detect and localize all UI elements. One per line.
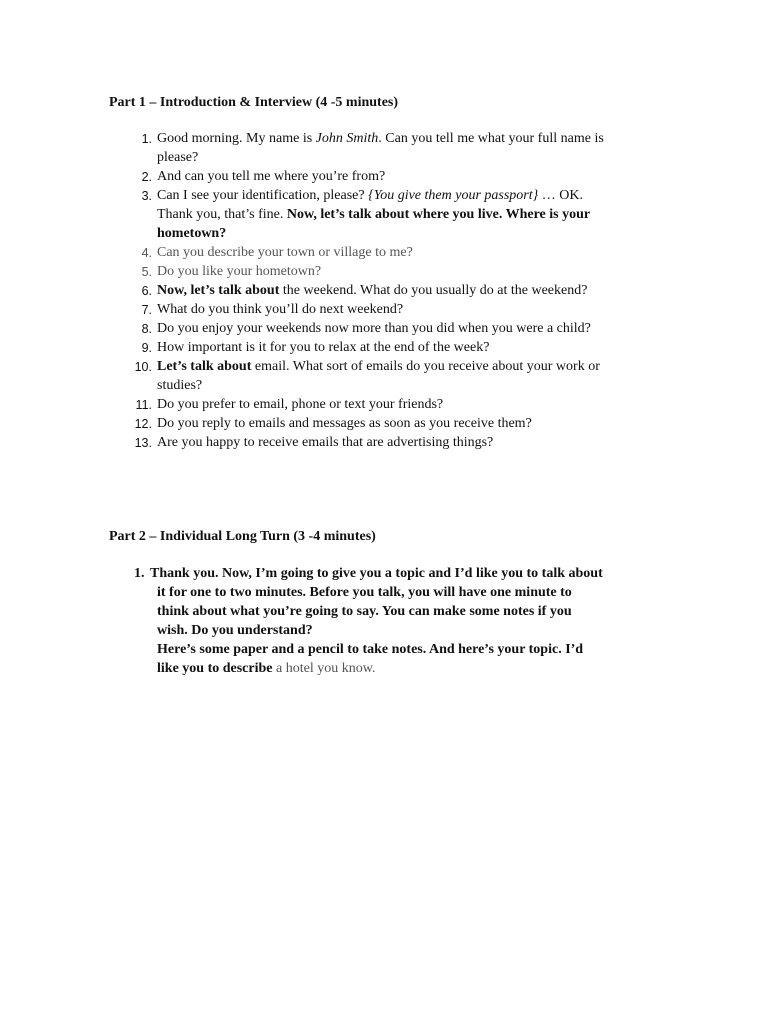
part2-topic-intro: Here’s some paper and a pencil to take notes. And here’s your topic. I’d like you to describe — [157, 642, 584, 676]
topic-transition: Now, let’s talk about — [157, 283, 280, 298]
question-number: 10. — [134, 360, 152, 374]
question-text: Do you enjoy your weekends now more than you did when you were a child? — [157, 321, 591, 336]
question-text: Do you reply to emails and messages as soon as you receive them? — [157, 416, 532, 431]
question-number: 11. — [135, 398, 152, 412]
question-text: What do you think you’ll do next weekend? — [157, 302, 404, 317]
part1-heading: Part 1 – Introduction & Interview (4 -5 minutes) — [109, 95, 399, 110]
question-number: 7. — [141, 303, 152, 317]
question-number: 12. — [134, 417, 152, 431]
part2-item-number: 1. — [134, 566, 145, 581]
question-number: 1. — [141, 132, 152, 146]
question-text: Good morning. My name is — [157, 131, 316, 146]
question-text: email. What sort of emails do you receive about your work or studies? — [157, 359, 600, 393]
question-text: Do you prefer to email, phone or text your friends? — [157, 397, 444, 412]
question-number: 2. — [141, 170, 152, 184]
question-item — [130, 129, 610, 167]
stage-direction: {You give them your passport} — [368, 188, 539, 203]
question-number: 13. — [134, 436, 152, 450]
part1-question-list — [130, 129, 610, 452]
question-item — [130, 243, 610, 262]
question-item — [130, 357, 610, 395]
question-number: 5. — [141, 265, 152, 279]
question-item — [130, 262, 610, 281]
question-text: And can you tell me where you’re from? — [157, 169, 386, 184]
question-text: the weekend. What do you usually do at the weekend? — [279, 283, 588, 298]
topic-transition: Let’s talk about — [157, 359, 252, 374]
question-item — [130, 395, 610, 414]
question-text: . Can you tell me what your full name is please? — [157, 131, 604, 165]
examiner-name: John Smith — [315, 131, 379, 146]
question-item — [130, 167, 610, 186]
question-item — [130, 414, 610, 433]
topic-transition: Now, let’s talk about where you live. Where is your hometown? — [157, 207, 590, 241]
question-number: 8. — [141, 322, 152, 336]
question-text: … OK. Thank you, that’s fine. — [157, 188, 583, 222]
question-item — [130, 338, 610, 357]
question-item — [130, 281, 610, 300]
part2-instructions — [150, 564, 604, 640]
part2-instructions-text: Thank you. Now, I’m going to give you a topic and I’d like you to talk about it for one to two minutes. Before you talk, you will have one minute to think about what you’re going to say. You can make some notes if you wish. Do you understand? — [150, 566, 603, 638]
part2-heading: Part 2 – Individual Long Turn (3 -4 minutes) — [109, 529, 376, 544]
question-item — [130, 186, 610, 243]
part2-topic-line — [157, 640, 604, 678]
question-text: Are you happy to receive emails that are advertising things? — [157, 435, 494, 450]
question-item — [130, 319, 610, 338]
question-item — [130, 300, 610, 319]
question-number: 6. — [141, 284, 152, 298]
question-number: 4. — [141, 246, 152, 260]
part2-prompt — [134, 564, 604, 678]
question-number: 3. — [141, 189, 152, 203]
part2-item-text — [134, 564, 604, 678]
question-text: Can I see your identification, please? — [157, 188, 369, 203]
question-text: How important is it for you to relax at the end of the week? — [157, 340, 490, 355]
question-text: Can you describe your town or village to me? — [157, 245, 413, 260]
part2-topic: a hotel you know. — [272, 661, 376, 676]
question-text: Do you like your hometown? — [157, 264, 322, 279]
question-item — [130, 433, 610, 452]
question-number: 9. — [141, 341, 152, 355]
